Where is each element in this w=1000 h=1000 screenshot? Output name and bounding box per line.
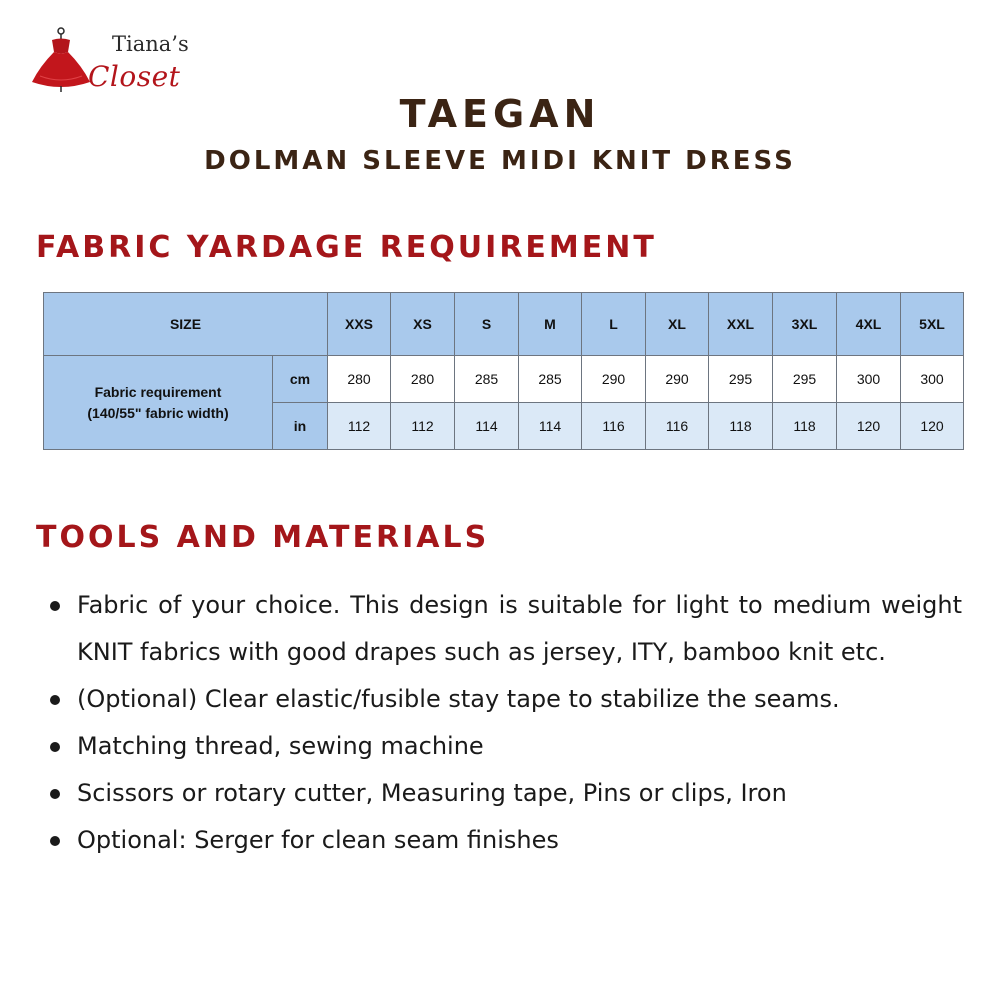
table-cell: 295 xyxy=(773,356,837,403)
list-item-text: Fabric of your choice. This design is suitable for light to medium weight KNIT fabrics with good drapes such as jersey, ITY, bamboo knit etc. xyxy=(77,591,962,666)
list-item-text: (Optional) Clear elastic/fusible stay tape to stabilize the seams. xyxy=(77,685,840,713)
size-header-cell: SIZE xyxy=(44,293,328,356)
list-item-text: Matching thread, sewing machine xyxy=(77,732,484,760)
table-cell: 120 xyxy=(837,403,901,450)
list-item-text: Scissors or rotary cutter, Measuring tape, Pins or clips, Iron xyxy=(77,779,787,807)
table-cell: 295 xyxy=(709,356,773,403)
size-header-xs: XS xyxy=(391,293,455,356)
list-item xyxy=(40,817,962,864)
size-header-m: M xyxy=(519,293,582,356)
table-cell: 114 xyxy=(519,403,582,450)
bullet-icon xyxy=(50,695,60,705)
table-cell: 116 xyxy=(582,403,646,450)
unit-cell-cm: cm xyxy=(273,356,328,403)
size-header-xxs: XXS xyxy=(328,293,391,356)
table-cell: 120 xyxy=(901,403,964,450)
table-cell: 280 xyxy=(391,356,455,403)
pattern-title: TAEGAN xyxy=(399,92,601,136)
table-cell: 285 xyxy=(455,356,519,403)
size-header-l: L xyxy=(582,293,646,356)
fabric-requirement-label-line2: (140/55" fabric width) xyxy=(87,404,229,421)
fabric-requirement-label xyxy=(44,356,273,450)
brand-name-line1: Tiana’s xyxy=(112,32,189,56)
size-header-3xl: 3XL xyxy=(773,293,837,356)
size-header-xxl: XXL xyxy=(709,293,773,356)
bullet-icon xyxy=(50,601,60,611)
pattern-subtitle: DOLMAN SLEEVE MIDI KNIT DRESS xyxy=(204,146,796,176)
bullet-icon xyxy=(50,836,60,846)
table-cell: 112 xyxy=(391,403,455,450)
tools-materials-heading: TOOLS AND MATERIALS xyxy=(36,520,490,555)
list-item-text: Optional: Serger for clean seam finishes xyxy=(77,826,559,854)
table-header-row xyxy=(44,293,964,356)
tools-list xyxy=(40,582,962,864)
table-cell: 116 xyxy=(646,403,709,450)
table-cell: 280 xyxy=(328,356,391,403)
list-item xyxy=(40,582,962,676)
table-cell: 300 xyxy=(837,356,901,403)
brand-logo xyxy=(30,26,190,98)
table-cell: 114 xyxy=(455,403,519,450)
size-header-4xl: 4XL xyxy=(837,293,901,356)
bullet-icon xyxy=(50,789,60,799)
fabric-yardage-table xyxy=(43,292,964,450)
size-header-5xl: 5XL xyxy=(901,293,964,356)
list-item xyxy=(40,770,962,817)
table-cell: 118 xyxy=(773,403,837,450)
list-item xyxy=(40,676,962,723)
table-cell: 290 xyxy=(582,356,646,403)
list-item xyxy=(40,723,962,770)
bullet-icon xyxy=(50,742,60,752)
red-dress-on-mannequin-icon xyxy=(30,26,92,92)
table-cell: 285 xyxy=(519,356,582,403)
fabric-yardage-heading: FABRIC YARDAGE REQUIREMENT xyxy=(36,230,657,265)
fabric-requirement-label-line1: Fabric requirement xyxy=(94,383,222,400)
unit-cell-in: in xyxy=(273,403,328,450)
table-cell: 290 xyxy=(646,356,709,403)
size-header-s: S xyxy=(455,293,519,356)
table-cell: 112 xyxy=(328,403,391,450)
table-cell: 300 xyxy=(901,356,964,403)
table-cell: 118 xyxy=(709,403,773,450)
brand-name-line2: Closet xyxy=(88,60,181,93)
size-header-xl: XL xyxy=(646,293,709,356)
table-row-cm xyxy=(44,356,964,403)
